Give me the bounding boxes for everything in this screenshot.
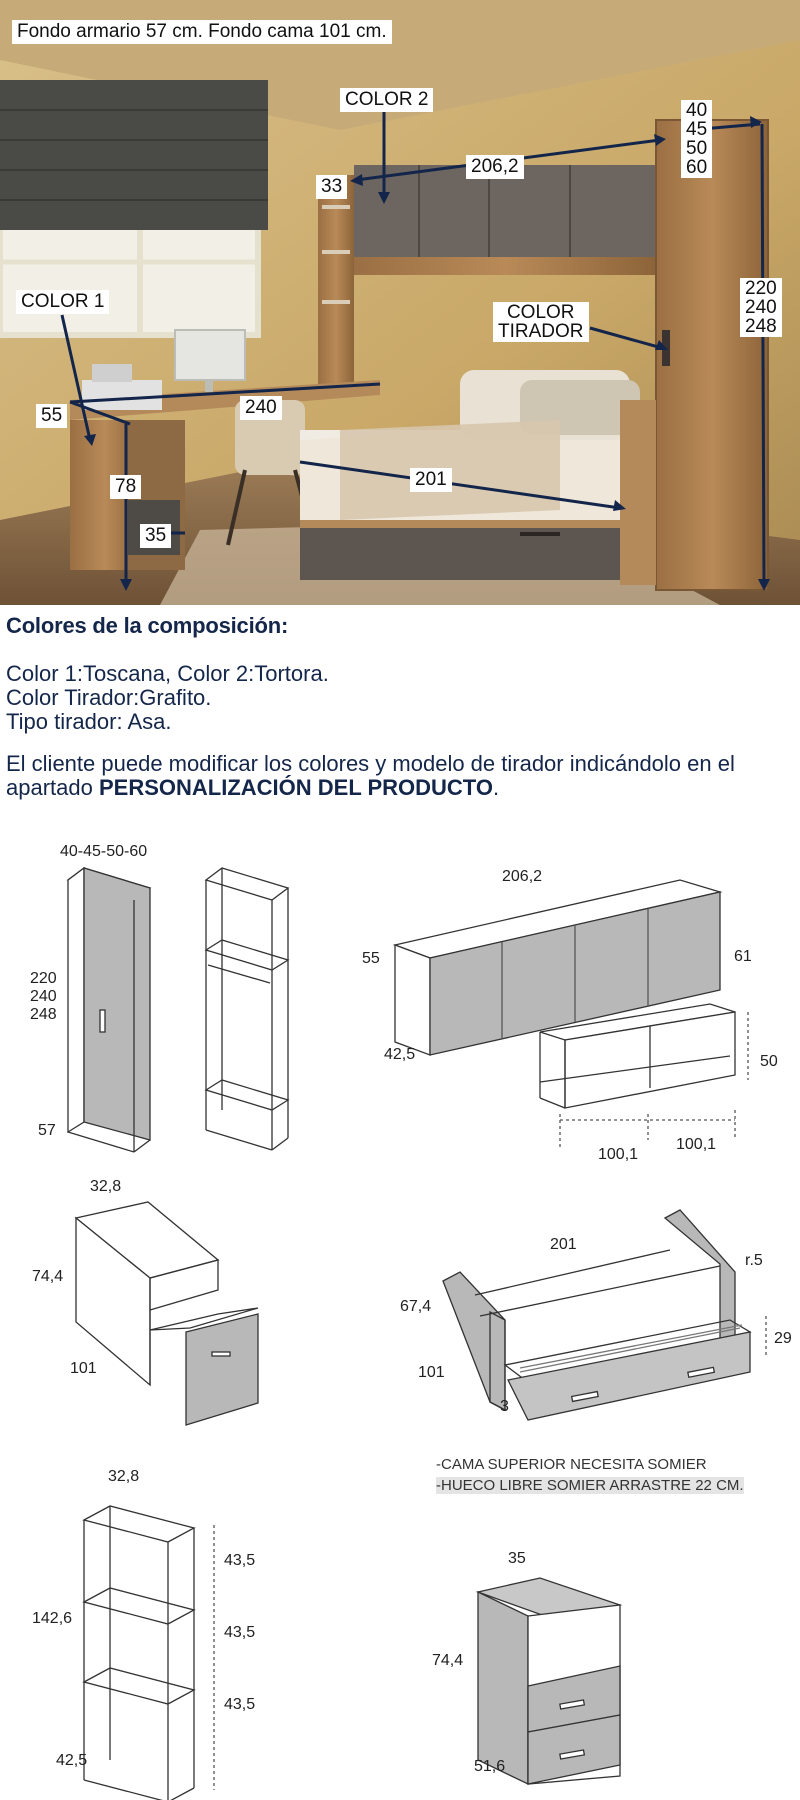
note-cama-superior: -CAMA SUPERIOR NECESITA SOMIER	[436, 1456, 707, 1473]
bridge-shelf	[540, 1004, 748, 1150]
wardrobe-open	[206, 868, 288, 1150]
bookcase	[84, 1506, 214, 1800]
wardrobe-width-40: 40	[686, 100, 708, 121]
label-drawer-width: 35	[140, 524, 171, 548]
wardrobe-height-220: 220	[745, 278, 777, 299]
nightstand-depth-label: 51,6	[474, 1758, 506, 1775]
wardrobe-closed	[68, 868, 150, 1152]
nightstand	[478, 1578, 620, 1784]
customize-end: .	[492, 775, 500, 800]
wardrobe-widths-label: 40-45-50-60	[60, 843, 148, 860]
room-photo	[0, 0, 800, 605]
bed	[443, 1210, 766, 1420]
label-bed-length: 201	[410, 468, 452, 492]
composition-line-1: Color 1:Toscana, Color 2:Tortora.	[6, 661, 329, 686]
label-color-1: COLOR 1	[16, 290, 109, 314]
bookcase-shelf-3-label: 43,5	[224, 1696, 256, 1713]
top-unit-depth-label: 42,5	[384, 1046, 416, 1063]
label-color-tirador	[493, 302, 589, 342]
top-unit-width-label: 206,2	[502, 868, 543, 885]
bookcase-shelf-1-label: 43,5	[224, 1552, 256, 1569]
composition-line-2: Color Tirador:Grafito.	[6, 685, 212, 710]
label-desk-width: 240	[240, 396, 282, 420]
top-unit-height-left-label: 55	[362, 950, 380, 967]
customize-text: El cliente puede modificar los colores y modelo de tirador indicándolo en el apartado	[6, 751, 735, 800]
bed-length-label: 201	[550, 1236, 577, 1253]
label-wardrobe-widths	[681, 100, 712, 178]
composition-heading: Colores de la composición:	[6, 613, 289, 638]
wardrobe-height-a: 220	[30, 970, 57, 987]
note-hueco-libre: -HUECO LIBRE SOMIER ARRASTRE 22 CM.	[436, 1477, 744, 1494]
wardrobe-height-240: 240	[745, 297, 777, 318]
photo-top-note: Fondo armario 57 cm. Fondo cama 101 cm.	[12, 20, 392, 44]
composition-colors	[6, 614, 786, 800]
pedestal-depth-label: 101	[70, 1360, 97, 1377]
label-color-2: COLOR 2	[340, 88, 433, 112]
wardrobe-depth-label: 57	[38, 1122, 56, 1139]
label-width-top: 206,2	[466, 155, 524, 179]
bed-trundle-height-label: 29	[774, 1330, 792, 1347]
wardrobe-height-248: 248	[745, 316, 777, 337]
bed-radius-label: r.5	[745, 1252, 763, 1269]
wardrobe-width-50: 50	[686, 138, 708, 159]
wardrobe-width-60: 60	[686, 157, 708, 178]
wardrobe-height-c: 248	[30, 1006, 57, 1023]
bookcase-shelf-2-label: 43,5	[224, 1624, 256, 1641]
bridge-module-b-label: 100,1	[676, 1136, 717, 1153]
label-desk-height: 78	[110, 475, 141, 499]
composition-line-3: Tipo tirador: Asa.	[6, 709, 172, 734]
label-wardrobe-heights	[740, 278, 782, 337]
desk-pedestal	[76, 1202, 258, 1425]
pedestal-width-label: 32,8	[90, 1178, 122, 1195]
nightstand-width-label: 35	[508, 1550, 526, 1567]
bridge-module-a-label: 100,1	[598, 1146, 639, 1163]
composition-customize	[6, 752, 786, 800]
label-shelf-width: 33	[316, 175, 347, 199]
bed-gap-label: 3	[500, 1398, 509, 1415]
bookcase-height-label: 142,6	[32, 1610, 73, 1627]
top-unit-height-right-label: 61	[734, 948, 752, 965]
bed-height-label: 67,4	[400, 1298, 432, 1315]
bookcase-depth-label: 42,5	[56, 1752, 88, 1769]
wardrobe-heights-label	[30, 970, 57, 1024]
wardrobe-height-b: 240	[30, 988, 57, 1005]
tirador-line-2: TIRADOR	[498, 321, 584, 342]
label-desk-depth: 55	[36, 404, 67, 428]
tirador-line-1: COLOR	[506, 302, 575, 323]
bookcase-width-label: 32,8	[108, 1468, 140, 1485]
bed-depth-label: 101	[418, 1364, 445, 1381]
pedestal-height-label: 74,4	[32, 1268, 64, 1285]
bridge-height-label: 50	[760, 1053, 778, 1070]
customize-strong: PERSONALIZACIÓN DEL PRODUCTO	[98, 775, 493, 800]
wardrobe-width-45: 45	[686, 119, 708, 140]
nightstand-height-label: 74,4	[432, 1652, 464, 1669]
